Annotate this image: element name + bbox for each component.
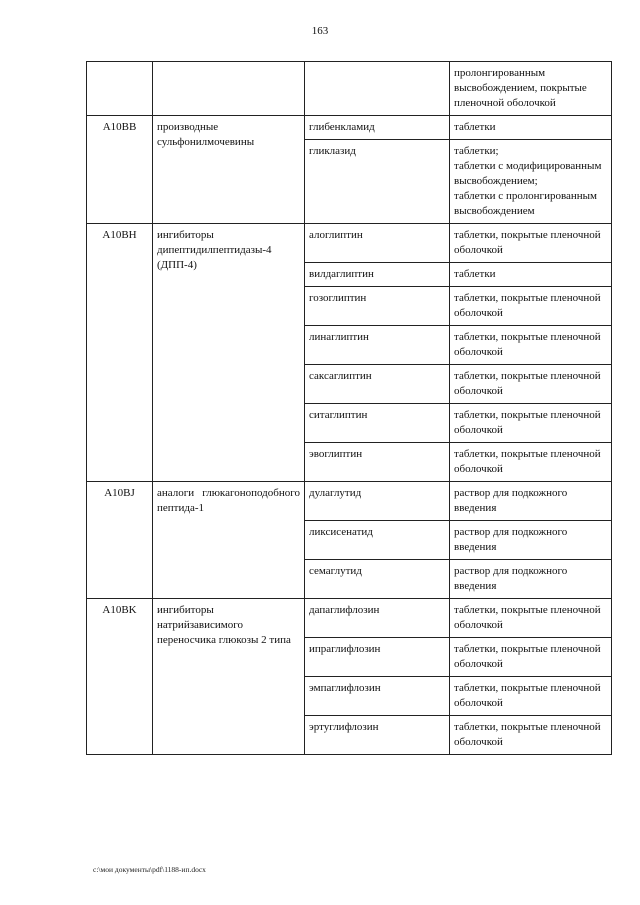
table-row	[87, 116, 612, 140]
dosage-form-cell: таблетки, покрытые пленочной оболочкой	[450, 443, 612, 482]
dosage-form-cell: таблетки, покрытые пленочной оболочкой	[450, 638, 612, 677]
drug-name-cell: ипраглифлозин	[305, 638, 450, 677]
atc-code-cell: A10BJ	[87, 482, 153, 599]
dosage-form-cell: раствор для подкожного введения	[450, 560, 612, 599]
dosage-form-cell: таблетки, покрытые пленочной оболочкой	[450, 404, 612, 443]
table-row-continued	[87, 62, 612, 116]
drug-name-cell: алоглиптин	[305, 224, 450, 263]
group-name: ингибиторы натрийзависимого переносчика глюкозы 2 типа	[157, 604, 291, 646]
group-name-cell	[153, 599, 305, 755]
drug-name-cell: гозоглиптин	[305, 287, 450, 326]
dosage-form-cell: таблетки, покрытые пленочной оболочкой	[450, 287, 612, 326]
drug-name-cell: ликсисенатид	[305, 521, 450, 560]
drug-name-cell: дапаглифлозин	[305, 599, 450, 638]
atc-code-cell: A10BK	[87, 599, 153, 755]
group-name: производные сульфонилмочевины	[157, 121, 255, 148]
drug-name-cell: эртуглифлозин	[305, 716, 450, 755]
group-cell	[153, 62, 305, 116]
group-name-cell	[153, 224, 305, 482]
table-row	[87, 599, 612, 638]
dosage-form-cell: таблетки	[450, 263, 612, 287]
drug-name-cell: эмпаглифлозин	[305, 677, 450, 716]
atc-code-cell: A10BB	[87, 116, 153, 224]
drug-name-cell: ситаглиптин	[305, 404, 450, 443]
drug-name-cell: саксаглиптин	[305, 365, 450, 404]
table-row	[87, 482, 612, 521]
table-row	[87, 224, 612, 263]
dosage-form-cell: таблетки	[450, 116, 612, 140]
drug-cell	[305, 62, 450, 116]
drug-name-cell: линаглиптин	[305, 326, 450, 365]
drug-name-cell: гликлазид	[305, 140, 450, 224]
code-cell	[87, 62, 153, 116]
drug-name-cell: дулаглутид	[305, 482, 450, 521]
page-number: 163	[311, 25, 329, 37]
group-name: аналоги глюкагоноподобного пептида-1	[157, 487, 300, 514]
dosage-form-cell: раствор для подкожного введения	[450, 521, 612, 560]
dosage-form-cell: таблетки, покрытые пленочной оболочкой	[450, 677, 612, 716]
group-name-cell	[153, 116, 305, 224]
footer-file-path: c:\мои документы\pdf\1188-ип.docx	[93, 865, 206, 874]
dosage-form-cell: таблетки, покрытые пленочной оболочкой	[450, 716, 612, 755]
drug-table	[86, 61, 612, 755]
drug-name-cell: вилдаглиптин	[305, 263, 450, 287]
drug-name-cell: семаглутид	[305, 560, 450, 599]
form-cell: пролонгированным высвобождением, покрытые пленочной оболочкой	[450, 62, 612, 116]
drug-name-cell: глибенкламид	[305, 116, 450, 140]
dosage-form-cell: раствор для подкожного введения	[450, 482, 612, 521]
dosage-form-cell: таблетки, покрытые пленочной оболочкой	[450, 599, 612, 638]
dosage-form-cell: таблетки, покрытые пленочной оболочкой	[450, 326, 612, 365]
dosage-form-cell: таблетки; таблетки с модифицированным высвобождением; таблетки с пролонгированным высвобождением	[450, 140, 612, 224]
group-name-cell	[153, 482, 305, 599]
drug-name-cell: эвоглиптин	[305, 443, 450, 482]
dosage-form-cell: таблетки, покрытые пленочной оболочкой	[450, 224, 612, 263]
dosage-form-cell: таблетки, покрытые пленочной оболочкой	[450, 365, 612, 404]
atc-code-cell: A10BH	[87, 224, 153, 482]
group-name: ингибиторы дипептидилпептидазы-4 (ДПП-4)	[157, 229, 272, 271]
